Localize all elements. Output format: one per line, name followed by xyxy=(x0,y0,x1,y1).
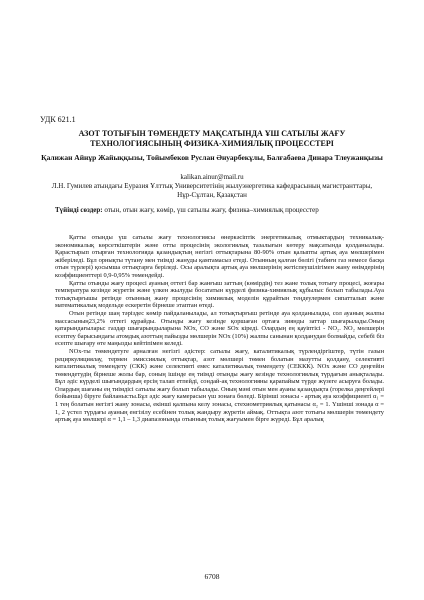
paragraph-1: Қатты отынды үш сатылы жағу технологиясы өнеркәсіптік энергетикалық отмыктардың техникалық-экономикалық көрсеткіштерін және отты процесінің экологиялық тазалығын көтеру мақсатында қолданылады. Қарастырып отырған технологияда қазандықтың негізгі оттықтарына 80-90% отын қалыпты артық ауа мөлшерімен жіберіледі. Бұл орнықты түтану мен тиімді жануды қамтамасыз етеді. Отынның қалған бөлігі (табиғи газ немесе басқа отын түрлері) қосымша оттықтарға беріледі. Осы аралықта артық ауа мөлшерінің жетіспеушілігімен жану өнімдерінің коэффициенттері 0,9-0,95% төмендейді. xyxy=(55,234,384,279)
affiliation: Л.Н. Гумилев атындағы Еуразия Ұлттық Университетінің жылуэнергетика кафедрасының магистранттары, Нұр-Сұлтан, Қазақстан xyxy=(51,182,373,199)
udk-code: УДК 621.1 xyxy=(40,115,76,124)
page-number: 6708 xyxy=(204,572,220,581)
body-text xyxy=(55,234,384,424)
paragraph-2: Қатты отынды жағу процесі ауаның оттегі бар жанғыш заттың (көмірдің) тез жане толық тотығу процесі, жоғары температура кезінде жүретін және үлкен жылуды босататын күрделі физика-химиялық құбылыс болып табылады.Ауа тотықтырғышы ретінде отынның жану процесінің химиялық моделін құрайтын теңдеулермен сипатталып және математикалық модельде ескеретін бірнеше этаптан өтеді. xyxy=(55,279,384,310)
keywords-label: Түйінді сөздер: xyxy=(55,206,103,214)
paragraph-4: NOx-ты төмендетуге арналған негізгі әдістер: сатылы жағу, каталитикалық түрлендіргіштер, түтін газын рециркуляциялау, термен эмиссиялық оттықтар, азот мөлшері төмен болатын мазутты қолдану, селективті каталитикалық төмендету (СКК) және селективті емес каталитикалық төмендету (СЕККК). NOx және CO деңгейін төмендетудің бірнеше жолы бар, соның ішінде ең тиімді отынды жағу кезінде технологиялық түрдағым анықталады. Бұл әдіс күрделі шығындардың ерсің талап етпейді, сондай-ақ технологияны қарапайым түрде жүзеге асыруға болады. Олардың шағаны ең тиімдісі сатылы жағу болып табылады. Оның мәні отын мен ауаны қазандықта (горелка деңгейлері бойынша) біруге байланысты.Бұл әдіс жағу камерасын үш зонаға бөледі. Бірінші зонасы - артық ауа коэффициенті α₁ = 1 тең болатын негізгі жану зонасы, екінші қалпына келу зонасы, стехиометриялық қатынасы α₂ = 1. Үшінші зонада α = 1, 2 үстел түрдағы ауаның енгізілу есебінен толық жандыру жүретін аймақ. Оттықта азот тотығы мөлшерін төмендету артық ауа мөлшері α = 1,1 – 1,3 диапазонында отынның толық жағуымен бірге жүреді. Бұл аралық xyxy=(55,347,384,424)
paper-title: АЗОТ ТОТЫҒЫН ТӨМЕНДЕТУ МАҚСАТЫНДА ҰШ САТЫЛЫ ЖАҒУ ТЕХНОЛОГИЯСЫНЫҢ ФИЗИКА-ХИМИЯЛЫҚ ПРОЦЕССТЕРІ xyxy=(78,129,346,148)
authors: Қалижан Айнұр Жайыққызы, Тойымбеков Руслан Әнуарбекұлы, Балғабаева Динара Тлеужанқызы xyxy=(41,153,383,162)
keywords xyxy=(55,206,383,215)
paragraph-3: Отын ретінде шаң тәріздес көмір пайдаланылады, ал тотықтырғыш ретінде ауа қолданылады, сол ауаның жалпы массасының23,2% оттегі құрайды. Отынды жағу кезінде қоршаған ортаға зиянды заттар шығарылады.Оның қатарындағылары: газдар шығарындыларына NOx, CO және SOx кіреді. Олардың ең қауіптісі - NO₂. NO₂ мөлшерін есептеу барысындағы атомдық азоттың пайызды мөлшерін NOx (10%) жалпы санынан қолданудан болмайды, себебі біз есепте шығару өте маңызды кейтіпімен келеді. xyxy=(55,309,384,348)
author-email[interactable]: kalikan.ainur@mail.ru xyxy=(180,173,244,181)
keywords-text: отын, отын жағу, көмір, үш сатылы жағу, физика–химиялық процесстер xyxy=(102,206,319,214)
